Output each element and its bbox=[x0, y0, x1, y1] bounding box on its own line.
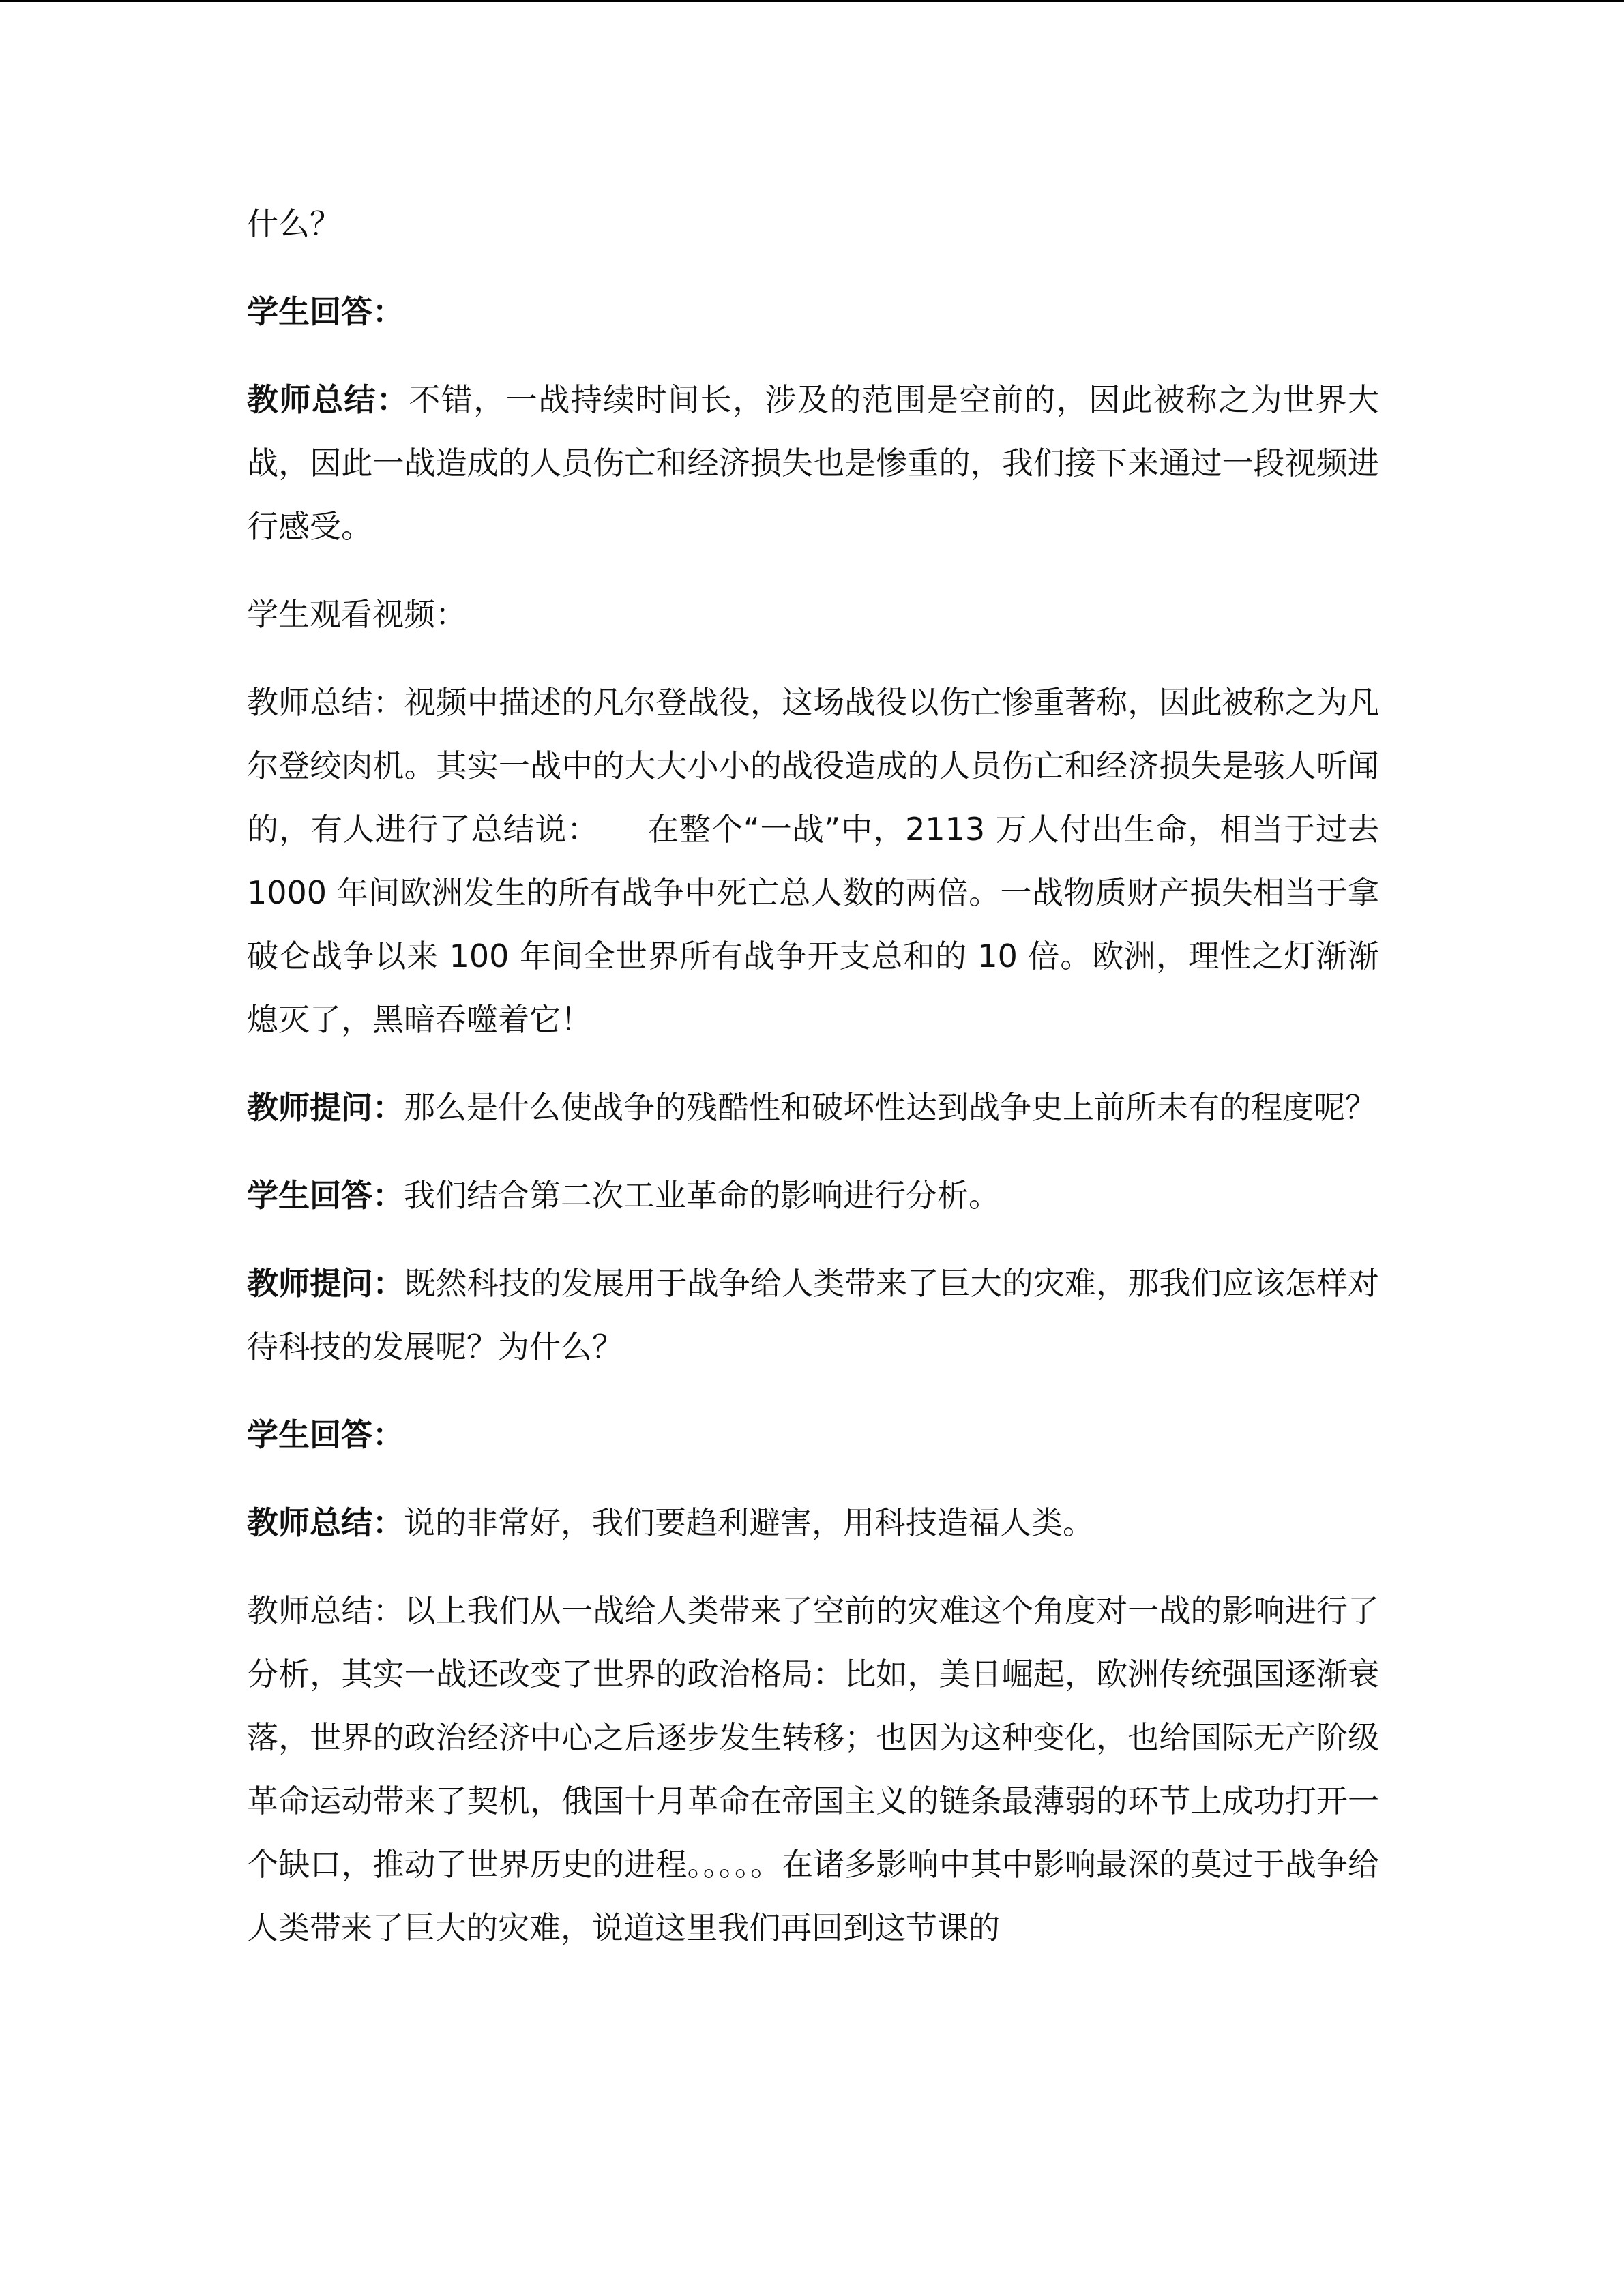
paragraph-text: 那么是什么使战争的残酷性和破坏性达到战争史上前所未有的程度呢？ bbox=[404, 1089, 1376, 1126]
paragraph-text: 既然科技的发展用于战争给人类带来了巨大的灾难，那我们应该怎样对待科技的发展呢？为什么？ bbox=[247, 1265, 1380, 1365]
paragraph bbox=[247, 1403, 1379, 1467]
paragraph bbox=[247, 583, 1379, 646]
paragraph bbox=[247, 1579, 1379, 1960]
paragraph bbox=[247, 1252, 1379, 1379]
document-body bbox=[247, 192, 1379, 1984]
speaker-label: 教师提问： bbox=[247, 1089, 404, 1126]
paragraph bbox=[247, 192, 1379, 256]
speaker-label: 教师总结： bbox=[247, 1504, 404, 1541]
paragraph bbox=[247, 280, 1379, 344]
paragraph bbox=[247, 1076, 1379, 1139]
speaker-label: 学生回答： bbox=[247, 1416, 404, 1453]
paragraph bbox=[247, 1491, 1379, 1555]
speaker-label: 教师提问： bbox=[247, 1265, 404, 1302]
speaker-label: 教师总结： bbox=[247, 381, 409, 418]
speaker-label: 学生回答： bbox=[247, 1177, 404, 1214]
paragraph-text: 说的非常好，我们要趋利避害，用科技造福人类。 bbox=[404, 1504, 1094, 1541]
speaker-label: 学生回答： bbox=[247, 293, 404, 330]
paragraph bbox=[247, 671, 1379, 1052]
page-top-border bbox=[0, 0, 1624, 2]
paragraph-text: 教师总结：以上我们从一战给人类带来了空前的灾难这个角度对一战的影响进行了分析，其实一战还改变了世界的政治格局：比如，美日崛起，欧洲传统强国逐渐衰落，世界的政治经济中心之后逐步发生转移；也因为这种变化，也给国际无产阶级革命运动带来了契机，俄国十月革命在帝国主义的链条最薄弱的环节上成功打开一个缺口，推动了世界历史的进程。。。。。在诸多影响中其中影响最深的莫过于战争给人类带来了巨大的灾难，说道这里我们再回到这节课的 bbox=[247, 1592, 1379, 1946]
paragraph bbox=[247, 1164, 1379, 1227]
paragraph-text: 学生观看视频： bbox=[247, 596, 467, 633]
paragraph-text: 教师总结：视频中描述的凡尔登战役，这场战役以伤亡惨重著称，因此被称之为凡尔登绞肉机。其实一战中的大大小小的战役造成的人员伤亡和经济损失是骇人听闻的，有人进行了总结说： 在整个“一战”中，2113 万人付出生命，相当于过去 1000 年间欧洲发生的所有战争中死亡总人数的两倍。一战物质财产损失相当于拿破仑战争以来 100 年间全世界所有战争开支总和的 10 倍。欧洲，理性之灯渐渐熄灭了，黑暗吞噬着它！ bbox=[247, 684, 1379, 1038]
paragraph bbox=[247, 368, 1379, 558]
paragraph-text: 我们结合第二次工业革命的影响进行分析。 bbox=[404, 1177, 1000, 1214]
paragraph-text: 什么？ bbox=[247, 205, 341, 242]
paragraph-text: 不错，一战持续时间长，涉及的范围是空前的，因此被称之为世界大战，因此一战造成的人员伤亡和经济损失也是惨重的，我们接下来通过一段视频进行感受。 bbox=[247, 381, 1380, 545]
